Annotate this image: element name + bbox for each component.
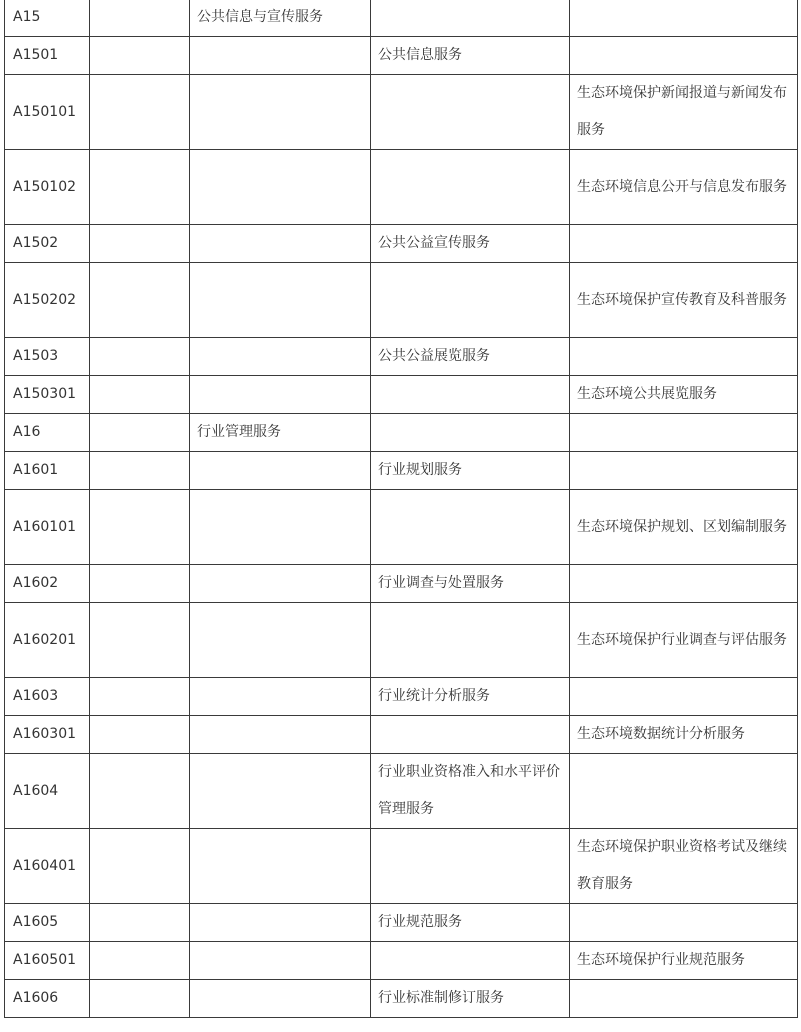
cell-col2 <box>90 490 190 565</box>
cell-col2 <box>90 754 190 829</box>
service-catalog-table <box>4 0 798 1018</box>
cell-col5 <box>570 452 798 490</box>
cell-col3: 行业管理服务 <box>190 414 371 452</box>
cell-col4 <box>371 150 570 225</box>
cell-col5 <box>570 754 798 829</box>
cell-col2 <box>90 376 190 414</box>
cell-col3 <box>190 980 371 1018</box>
table-row <box>5 904 798 942</box>
cell-col2 <box>90 716 190 754</box>
table-container <box>4 0 798 1018</box>
cell-col5: 生态环境保护宣传教育及科普服务 <box>570 263 798 338</box>
table-row <box>5 716 798 754</box>
table-row <box>5 490 798 565</box>
cell-col4 <box>371 603 570 678</box>
cell-col2 <box>90 338 190 376</box>
cell-col3 <box>190 490 371 565</box>
cell-col5 <box>570 980 798 1018</box>
cell-col4 <box>371 75 570 150</box>
cell-col3 <box>190 263 371 338</box>
code-cell: A1602 <box>5 565 90 603</box>
cell-col5 <box>570 225 798 263</box>
cell-col2 <box>90 75 190 150</box>
cell-col2 <box>90 0 190 37</box>
code-cell: A1604 <box>5 754 90 829</box>
table-row <box>5 376 798 414</box>
cell-col5: 生态环境保护规划、区划编制服务 <box>570 490 798 565</box>
cell-col2 <box>90 565 190 603</box>
cell-col4 <box>371 414 570 452</box>
cell-col2 <box>90 829 190 904</box>
table-row <box>5 754 798 829</box>
cell-col2 <box>90 603 190 678</box>
table-row <box>5 678 798 716</box>
code-cell: A15 <box>5 0 90 37</box>
cell-col2 <box>90 904 190 942</box>
table-row <box>5 452 798 490</box>
table-row <box>5 980 798 1018</box>
cell-col2 <box>90 263 190 338</box>
code-cell: A1503 <box>5 338 90 376</box>
cell-col5 <box>570 414 798 452</box>
cell-col3 <box>190 603 371 678</box>
cell-col5: 生态环境保护行业规范服务 <box>570 942 798 980</box>
table-row <box>5 829 798 904</box>
code-cell: A150301 <box>5 376 90 414</box>
cell-col4 <box>371 829 570 904</box>
cell-col4: 公共公益展览服务 <box>371 338 570 376</box>
code-cell: A1601 <box>5 452 90 490</box>
cell-col3 <box>190 678 371 716</box>
code-cell: A150102 <box>5 150 90 225</box>
table-row <box>5 0 798 37</box>
cell-col5 <box>570 678 798 716</box>
cell-col2 <box>90 225 190 263</box>
code-cell: A1605 <box>5 904 90 942</box>
cell-col3 <box>190 754 371 829</box>
table-row <box>5 263 798 338</box>
cell-col5 <box>570 0 798 37</box>
cell-col2 <box>90 452 190 490</box>
cell-col4 <box>371 0 570 37</box>
cell-col4: 公共公益宣传服务 <box>371 225 570 263</box>
cell-col4: 行业标准制修订服务 <box>371 980 570 1018</box>
cell-col4 <box>371 490 570 565</box>
cell-col3: 公共信息与宣传服务 <box>190 0 371 37</box>
code-cell: A150202 <box>5 263 90 338</box>
code-cell: A160401 <box>5 829 90 904</box>
cell-col3 <box>190 829 371 904</box>
cell-col5: 生态环境信息公开与信息发布服务 <box>570 150 798 225</box>
cell-col3 <box>190 904 371 942</box>
cell-col4: 行业职业资格准入和水平评价管理服务 <box>371 754 570 829</box>
cell-col5: 生态环境保护新闻报道与新闻发布服务 <box>570 75 798 150</box>
code-cell: A160201 <box>5 603 90 678</box>
cell-col4: 行业调查与处置服务 <box>371 565 570 603</box>
table-row <box>5 414 798 452</box>
cell-col4: 行业统计分析服务 <box>371 678 570 716</box>
cell-col3 <box>190 376 371 414</box>
cell-col4 <box>371 376 570 414</box>
cell-col5: 生态环境公共展览服务 <box>570 376 798 414</box>
table-body <box>5 0 798 1018</box>
cell-col3 <box>190 942 371 980</box>
table-row <box>5 565 798 603</box>
cell-col3 <box>190 37 371 75</box>
cell-col5 <box>570 338 798 376</box>
cell-col2 <box>90 980 190 1018</box>
cell-col4: 行业规划服务 <box>371 452 570 490</box>
cell-col5 <box>570 565 798 603</box>
cell-col2 <box>90 678 190 716</box>
cell-col3 <box>190 150 371 225</box>
cell-col2 <box>90 414 190 452</box>
table-row <box>5 338 798 376</box>
code-cell: A1502 <box>5 225 90 263</box>
cell-col4: 公共信息服务 <box>371 37 570 75</box>
cell-col3 <box>190 452 371 490</box>
cell-col5: 生态环境数据统计分析服务 <box>570 716 798 754</box>
cell-col5: 生态环境保护职业资格考试及继续教育服务 <box>570 829 798 904</box>
table-row <box>5 603 798 678</box>
code-cell: A16 <box>5 414 90 452</box>
cell-col4 <box>371 263 570 338</box>
table-row <box>5 150 798 225</box>
cell-col5: 生态环境保护行业调查与评估服务 <box>570 603 798 678</box>
cell-col2 <box>90 942 190 980</box>
code-cell: A1603 <box>5 678 90 716</box>
cell-col3 <box>190 225 371 263</box>
cell-col3 <box>190 565 371 603</box>
code-cell: A1606 <box>5 980 90 1018</box>
code-cell: A160501 <box>5 942 90 980</box>
cell-col5 <box>570 37 798 75</box>
cell-col2 <box>90 150 190 225</box>
table-row <box>5 225 798 263</box>
cell-col3 <box>190 75 371 150</box>
table-row <box>5 75 798 150</box>
cell-col4 <box>371 716 570 754</box>
code-cell: A1501 <box>5 37 90 75</box>
code-cell: A160301 <box>5 716 90 754</box>
cell-col3 <box>190 716 371 754</box>
cell-col2 <box>90 37 190 75</box>
cell-col5 <box>570 904 798 942</box>
code-cell: A150101 <box>5 75 90 150</box>
code-cell: A160101 <box>5 490 90 565</box>
cell-col4: 行业规范服务 <box>371 904 570 942</box>
table-row <box>5 37 798 75</box>
table-row <box>5 942 798 980</box>
cell-col3 <box>190 338 371 376</box>
cell-col4 <box>371 942 570 980</box>
